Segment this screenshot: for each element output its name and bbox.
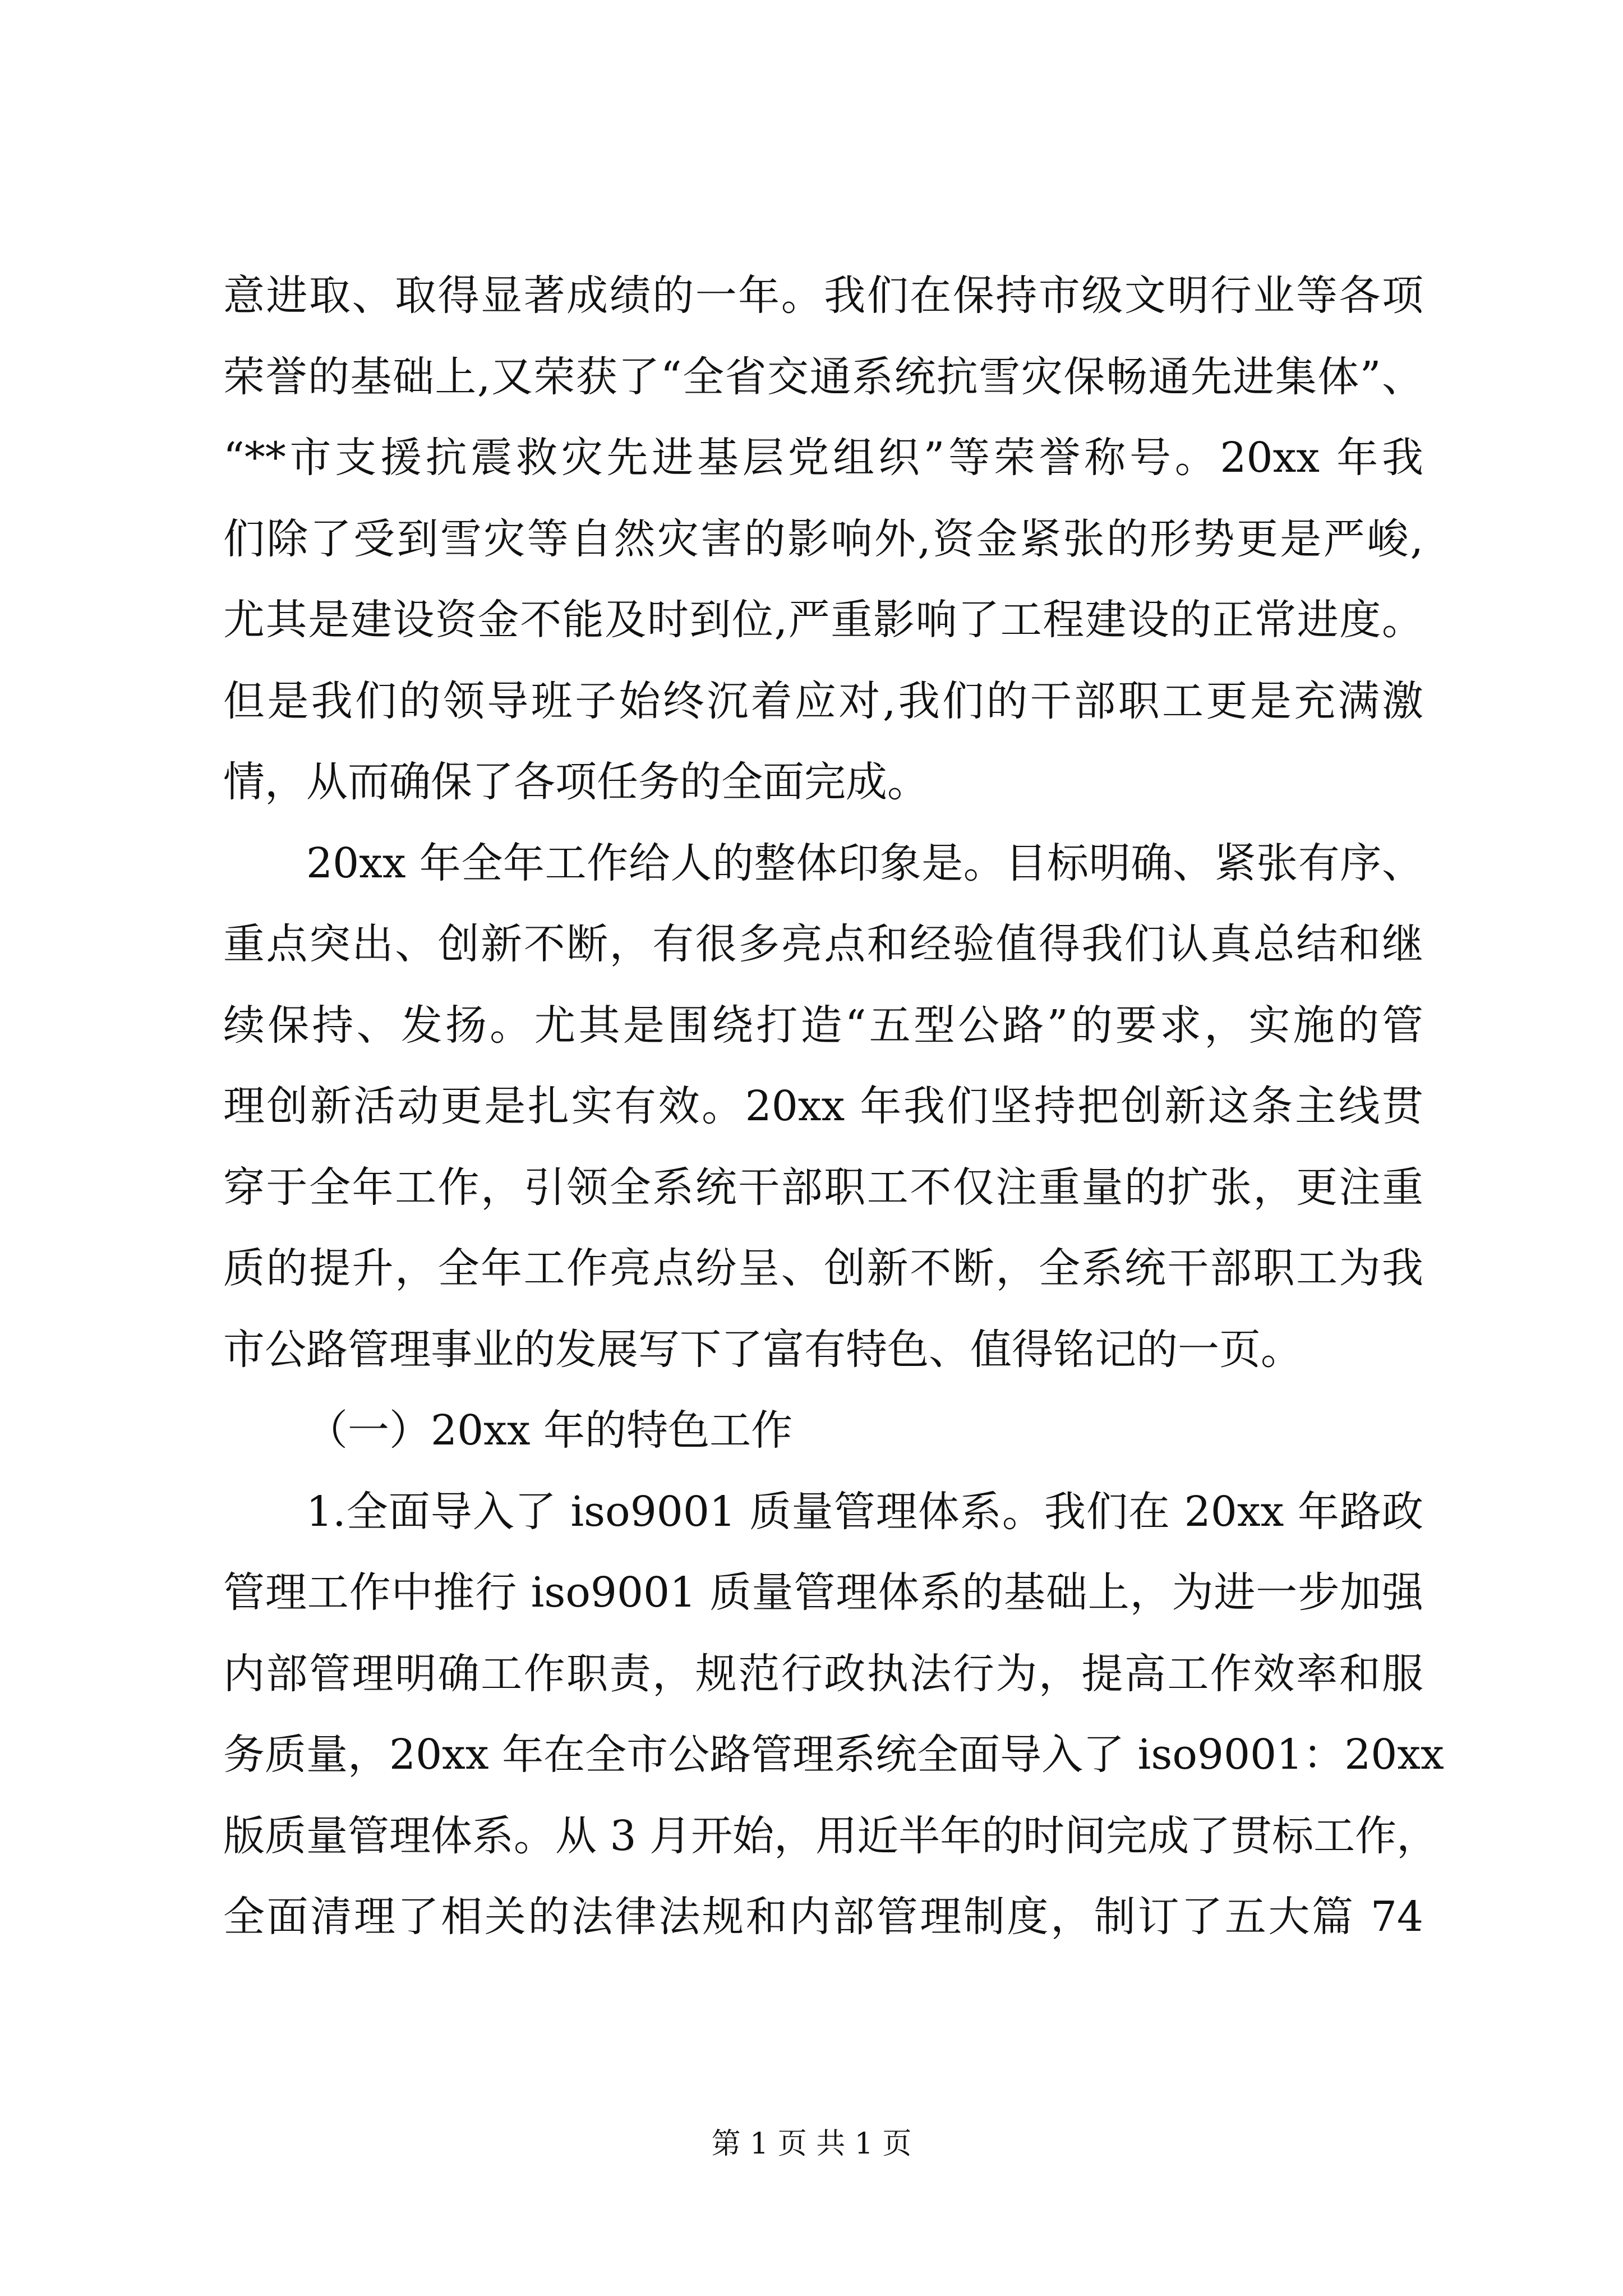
text-line: 重点突出、创新不断，有很多亮点和经验值得我们认真总结和继 bbox=[223, 920, 1423, 968]
text-line: 内部管理明确工作职责，规范行政执法行为，提高工作效率和服 bbox=[223, 1649, 1423, 1698]
text-line: 全面清理了相关的法律法规和内部管理制度，制订了五大篇 74 bbox=[223, 1893, 1423, 1941]
text-line: 们除了受到雪灾等自然灾害的影响外,资金紧张的形势更是严峻, bbox=[223, 514, 1423, 563]
paragraph bbox=[223, 823, 1423, 1391]
text-line: 尤其是建设资金不能及时到位,严重影响了工程建设的正常进度。 bbox=[223, 596, 1423, 644]
document-body bbox=[223, 255, 1444, 1958]
text-line: 1.全面导入了 iso9001 质量管理体系。我们在 20xx 年路政 bbox=[306, 1487, 1423, 1536]
paragraph bbox=[223, 255, 1423, 823]
section-heading: （一）20xx 年的特色工作 bbox=[306, 1406, 793, 1455]
text-line: 版质量管理体系。从 3 月开始，用近半年的时间完成了贯标工作， bbox=[223, 1811, 1438, 1860]
text-line: 质的提升，全年工作亮点纷呈、创新不断，全系统干部职工为我 bbox=[223, 1244, 1423, 1292]
page-footer bbox=[0, 2124, 1623, 2164]
text-line: 20xx 年全年工作给人的整体印象是。目标明确、紧张有序、 bbox=[306, 839, 1423, 887]
text-line: 意进取、取得显著成绩的一年。我们在保持市级文明行业等各项 bbox=[223, 272, 1423, 320]
text-line: 荣誉的基础上,又荣获了“全省交通系统抗雪灾保畅通先进集体”、 bbox=[223, 352, 1423, 401]
text-line: “**市支援抗震救灾先进基层党组织”等荣誉称号。20xx 年我 bbox=[223, 434, 1423, 482]
text-line: 管理工作中推行 iso9001 质量管理体系的基础上，为进一步加强 bbox=[223, 1568, 1423, 1617]
text-line: 情，从而确保了各项任务的全面完成。 bbox=[223, 758, 929, 806]
page-number-label: 第 1 页 共 1 页 bbox=[711, 2127, 912, 2161]
paragraph bbox=[223, 1471, 1444, 1958]
text-line: 但是我们的领导班子始终沉着应对,我们的干部职工更是充满激 bbox=[223, 677, 1423, 725]
text-line: 市公路管理事业的发展写下了富有特色、值得铭记的一页。 bbox=[223, 1325, 1302, 1374]
text-line: 务质量，20xx 年在全市公路管理系统全面导入了 iso9001：20xx bbox=[223, 1731, 1444, 1779]
text-line: 穿于全年工作，引领全系统干部职工不仅注重量的扩张，更注重 bbox=[223, 1163, 1423, 1212]
text-line: 理创新活动更是扎实有效。20xx 年我们坚持把创新这条主线贯 bbox=[223, 1082, 1423, 1130]
text-line: 续保持、发扬。尤其是围绕打造“五型公路”的要求，实施的管 bbox=[223, 1001, 1423, 1050]
